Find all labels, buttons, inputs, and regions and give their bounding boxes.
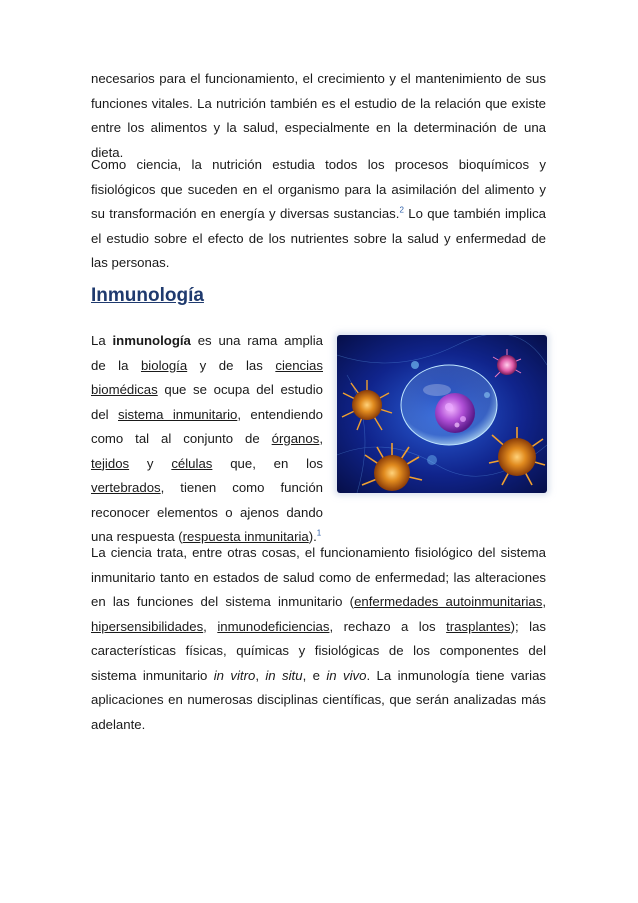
paragraph-inmunologia-funciones	[91, 541, 546, 737]
purple-cell	[435, 393, 475, 433]
text: , rechazo a los	[329, 618, 447, 634]
text: . La inmunología tiene varias aplicaciones en numerosas disciplinas científicas, que serán analizadas más adelante.	[91, 667, 547, 732]
reference-1[interactable]: 1	[316, 528, 322, 538]
text: , e	[302, 667, 327, 683]
text: ,	[319, 431, 323, 446]
italic-in-situ: in situ	[265, 667, 303, 683]
paragraph-inmunologia-definicion	[91, 329, 323, 550]
text: La ciencia trata, entre otras cosas, el funcionamiento fisiológico del sistema inmunitario tanto en estados de salud como de enfermedad; las alteraciones en las funciones del sistema inmunitario (	[91, 545, 546, 609]
text: ).	[308, 529, 317, 544]
paragraph-text: necesarios para el funcionamiento, el crecimiento y el mantenimiento de sus funciones vitales. La nutrición también es el estudio de la relación que existe entre los alimentos y la salud, especialmente en la determinación de una dieta.	[91, 71, 546, 160]
link-tejidos[interactable]: tejidos	[91, 455, 130, 471]
reference-2[interactable]: 2	[399, 205, 404, 215]
paragraph-text: Como ciencia, la nutrición estudia todos los procesos bioquímicos y fisiológicos que suceden en el organismo para la asimilación del alimento y su transformación en energía y diversas sustancias.	[91, 157, 546, 221]
link-celulas[interactable]: células	[171, 455, 213, 471]
text: ,	[255, 667, 266, 683]
paragraph-nutricion-ciencia	[91, 153, 546, 276]
text: y de las	[187, 357, 276, 373]
link-hipersensibilidades[interactable]: hipersensibilidades	[91, 618, 204, 634]
link-vertebrados[interactable]: vertebrados	[91, 480, 161, 495]
link-trasplantes[interactable]: trasplantes	[446, 618, 511, 634]
link-respuesta-inmunitaria[interactable]: respuesta inmunitaria	[182, 529, 309, 544]
text: La	[91, 333, 113, 348]
link-organos[interactable]: órganos	[271, 431, 320, 446]
bold-term: inmunología	[112, 333, 191, 348]
link-enfermedades-autoinmunitarias[interactable]: enfermedades autoinmunitarias	[354, 594, 543, 609]
text: que se ocupa del estudio del	[91, 382, 323, 422]
section-heading-inmunologia: Inmunología	[91, 285, 204, 306]
immune-cells-image	[337, 335, 547, 493]
link-biologia[interactable]: biología	[140, 357, 188, 373]
paragraph-nutricion-continuacion	[91, 67, 546, 165]
text: y	[129, 455, 172, 471]
link-sistema-inmunitario[interactable]: sistema inmunitario	[118, 406, 238, 422]
italic-in-vitro: in vitro	[213, 667, 256, 683]
text: que, en los	[212, 455, 323, 471]
link-inmunodeficiencias[interactable]: inmunodeficiencias	[217, 618, 330, 634]
text: , tienen como función reconocer elementos o ajenos dando una respuesta (	[91, 480, 323, 544]
paragraph-text: Lo que también implica el estudio sobre el efecto de los nutrientes sobre la salud y enfermedad de las personas.	[91, 206, 546, 270]
text: es una rama amplia de la	[91, 333, 323, 373]
text: , entendiendo como tal al conjunto de	[91, 406, 324, 446]
link-ciencias-biomedicas[interactable]: ciencias biomédicas	[91, 357, 323, 397]
italic-in-vivo: in vivo	[326, 667, 367, 683]
text: ); las características físicas, químicas y fisiológicas de los componentes del sistema inmunitario	[91, 618, 547, 683]
text: ,	[203, 618, 218, 634]
text: ,	[542, 594, 546, 609]
